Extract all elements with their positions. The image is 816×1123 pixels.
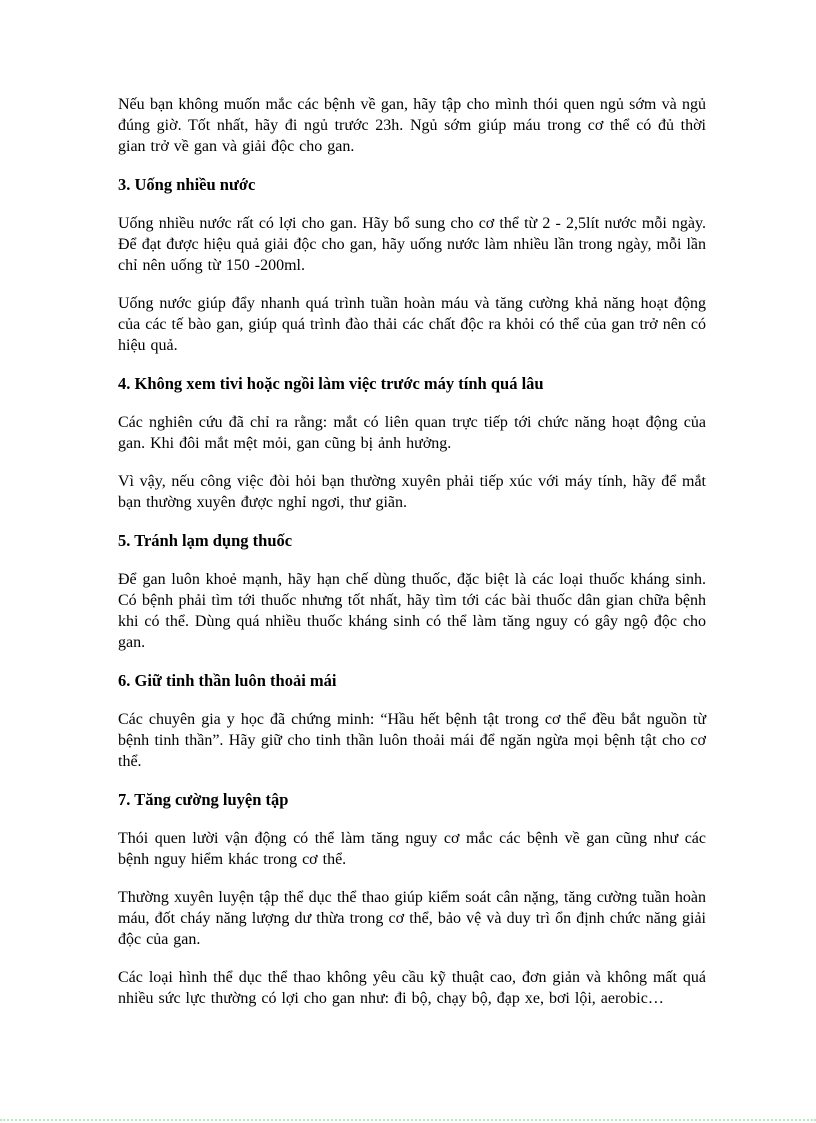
paragraph: Nếu bạn không muốn mắc các bệnh về gan, hãy tập cho mình thói quen ngủ sớm và ngủ đúng giờ. Tốt nhất, hãy đi ngủ trước 23h. Ngủ sớm giúp máu trong cơ thể có đủ thời gian trở về gan và giải độc cho gan.	[118, 96, 706, 155]
section-heading: 4. Không xem tivi hoặc ngồi làm việc trước máy tính quá lâu	[118, 374, 544, 393]
section-heading: 6. Giữ tinh thần luôn thoải mái	[118, 671, 337, 690]
page-break-divider	[0, 1119, 816, 1121]
paragraph: Các loại hình thể dục thể thao không yêu cầu kỹ thuật cao, đơn giản và không mất quá nhiều sức lực thường có lợi cho gan như: đi bộ, chạy bộ, đạp xe, bơi lội, aerobic…	[118, 969, 706, 1007]
paragraph: Vì vậy, nếu công việc đòi hỏi bạn thường xuyên phải tiếp xúc với máy tính, hãy để mắt bạn thường xuyên được nghỉ ngơi, thư giãn.	[118, 473, 706, 511]
paragraph: Uống nhiều nước rất có lợi cho gan. Hãy bổ sung cho cơ thể từ 2 - 2,5lít nước mỗi ngày. Để đạt được hiệu quả giải độc cho gan, hãy uống nước làm nhiều lần trong ngày, mỗi lần chỉ nên uống từ 150 -200ml.	[118, 215, 706, 274]
section-heading: 5. Tránh lạm dụng thuốc	[118, 531, 293, 550]
paragraph: Thói quen lười vận động có thể làm tăng nguy cơ mắc các bệnh về gan cũng như các bệnh nguy hiểm khác trong cơ thể.	[118, 830, 706, 868]
paragraph: Các chuyên gia y học đã chứng minh: “Hầu hết bệnh tật trong cơ thể đều bắt nguồn từ bệnh tinh thần”. Hãy giữ cho tinh thần luôn thoải mái để ngăn ngừa mọi bệnh tật cho cơ thể.	[118, 711, 706, 770]
paragraph: Thường xuyên luyện tập thể dục thể thao giúp kiểm soát cân nặng, tăng cường tuần hoàn máu, đốt cháy năng lượng dư thừa trong cơ thể, bảo vệ và duy trì ổn định chức năng giải độc của gan.	[118, 889, 706, 948]
paragraph: Để gan luôn khoẻ mạnh, hãy hạn chế dùng thuốc, đặc biệt là các loại thuốc kháng sinh. Có bệnh phải tìm tới thuốc nhưng tốt nhất, hãy tìm tới các bài thuốc dân gian chữa bệnh khi có thể. Dùng quá nhiều thuốc kháng sinh có thể làm tăng nguy có gây ngộ độc cho gan.	[118, 571, 706, 651]
paragraph: Uống nước giúp đẩy nhanh quá trình tuần hoàn máu và tăng cường khả năng hoạt động của các tế bào gan, giúp quá trình đào thải các chất độc ra khỏi có thể của gan trở nên có hiệu quả.	[118, 295, 706, 354]
section-heading: 7. Tăng cường luyện tập	[118, 790, 289, 809]
paragraph: Các nghiên cứu đã chỉ ra rằng: mắt có liên quan trực tiếp tới chức năng hoạt động của gan. Khi đôi mắt mệt mỏi, gan cũng bị ảnh hưởng.	[118, 414, 706, 452]
section-heading: 3. Uống nhiều nước	[118, 175, 256, 194]
